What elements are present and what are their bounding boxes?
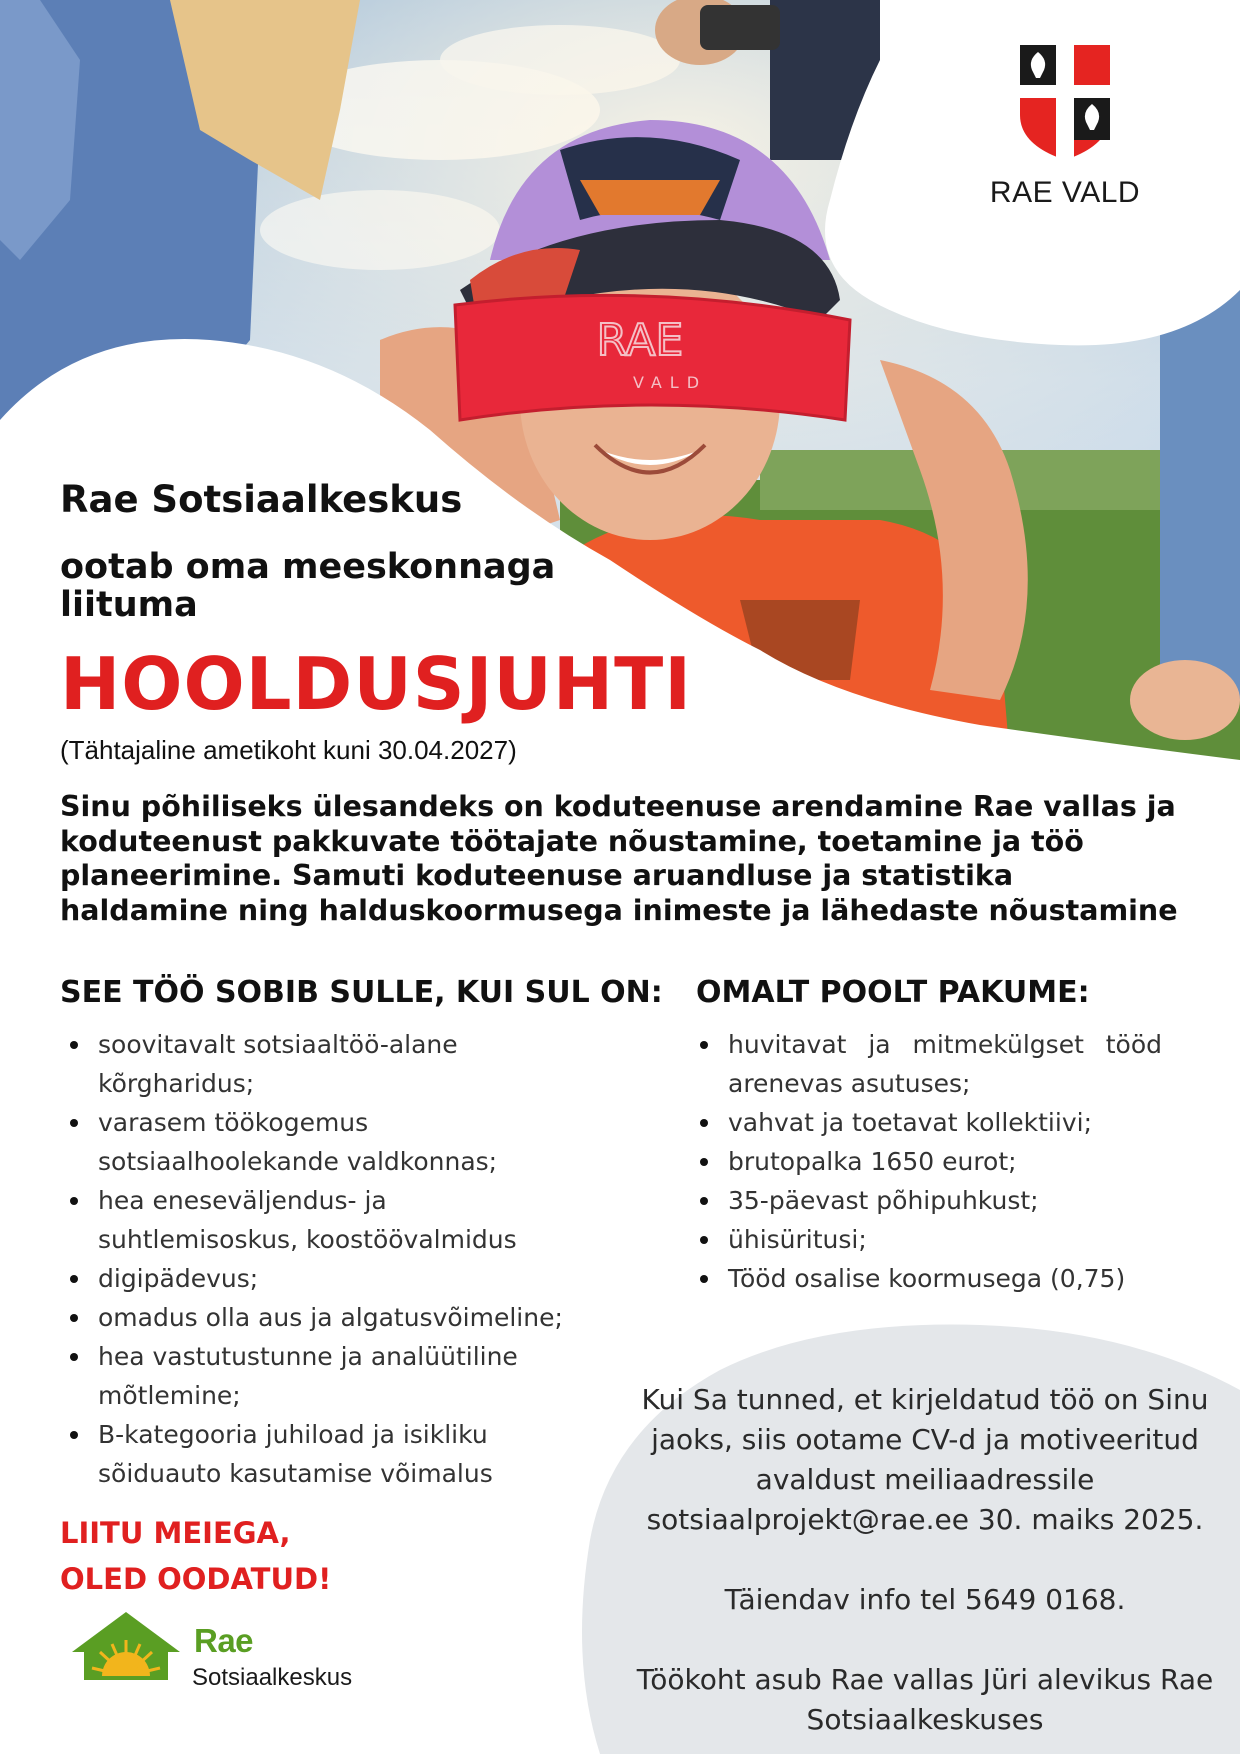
organization-title: Rae Sotsiaalkeskus: [60, 478, 463, 521]
list-item: soovitavalt sotsiaaltöö-alane kõrgharidus;: [60, 1025, 580, 1103]
list-item: hea eneseväljendus- ja suhtlemisoskus, koostöövalmidus: [60, 1181, 580, 1259]
term-note: (Tähtajaline ametikoht kuni 30.04.2027): [60, 735, 517, 765]
house-sun-icon: [70, 1610, 182, 1682]
list-item: digipädevus;: [60, 1259, 580, 1298]
phone-text: Täiendav info tel 5649 0168.: [724, 1583, 1126, 1616]
requirements-heading: SEE TÖÖ SOBIB SULLE, KUI SUL ON:: [60, 975, 663, 1010]
invite-heading: ootab oma meeskonnaga liituma: [60, 547, 556, 625]
position-title: HOOLDUSJUHTI: [60, 642, 693, 726]
list-item: omadus olla aus ja algatusvõimeline;: [60, 1298, 580, 1337]
offer-list: [690, 1025, 1162, 1298]
duties-paragraph: Sinu põhiliseks ülesandeks on koduteenuse arendamine Rae vallas ja koduteenust pakkuvate töötajate nõustamine, toetamine ja töö planeerimine. Samuti koduteenuse aruandluse ja statistika haldamine ning halduskoormusega inimeste ja lähedaste nõustamine: [60, 790, 1178, 927]
list-item: varasem töökogemus sotsiaalhoolekande valdkonnas;: [60, 1103, 580, 1181]
cta-line-1: LIITU MEIEGA,: [60, 1516, 291, 1550]
contact-info: [620, 1380, 1230, 1740]
headband-text: RAE: [596, 315, 684, 366]
list-item: huvitavat ja mitmekülgset tööd arenevas asutuses;: [690, 1025, 1162, 1103]
application-text: Kui Sa tunned, et kirjeldatud töö on Sinu jaoks, siis ootame CV-d ja motiveeritud avaldust meiliaadressile sotsiaalprojekt@rae.ee 30. maiks 2025.: [641, 1383, 1209, 1536]
list-item: 35-päevast põhipuhkust;: [690, 1181, 1162, 1220]
requirements-list: [60, 1025, 580, 1493]
logo-subtitle: Sotsiaalkeskus: [192, 1664, 353, 1691]
call-to-action: [60, 1510, 331, 1602]
list-item: B-kategooria juhiload ja isikliku sõiduauto kasutamise võimalus: [60, 1415, 580, 1493]
sotsiaalkeskus-logo: [70, 1610, 370, 1710]
cta-line-2: OLED OODATUD!: [60, 1562, 332, 1596]
location-text: Töökoht asub Rae vallas Jüri alevikus Rae Sotsiaalkeskuses: [636, 1663, 1214, 1736]
headband-subtext: VALD: [632, 373, 708, 392]
list-item: Tööd osalise koormusega (0,75): [690, 1259, 1162, 1298]
offer-heading: OMALT POOLT PAKUME:: [696, 975, 1090, 1010]
list-item: hea vastutustunne ja analüütiline mõtlemine;: [60, 1337, 580, 1415]
list-item: vahvat ja toetavat kollektiivi;: [690, 1103, 1162, 1142]
list-item: ühisüritusi;: [690, 1220, 1162, 1259]
brand-name: RAE VALD: [989, 176, 1141, 209]
logo-name: Rae: [194, 1622, 254, 1659]
list-item: brutopalka 1650 eurot;: [690, 1142, 1162, 1181]
